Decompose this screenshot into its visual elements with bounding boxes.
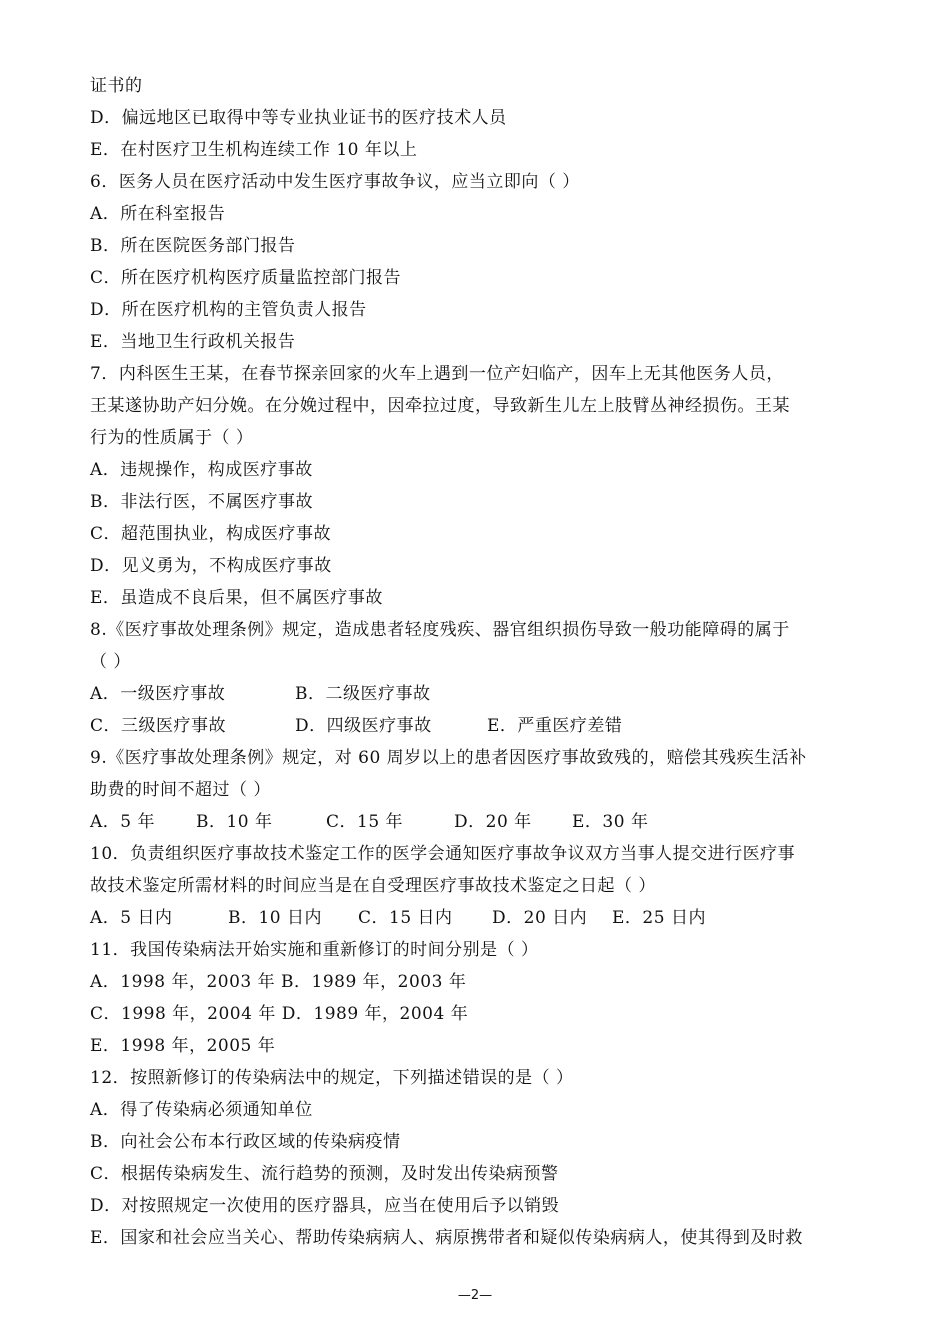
option-d: D．四级医疗事故 xyxy=(295,716,432,736)
options-row xyxy=(90,806,870,838)
option-a: A．5 日内 xyxy=(90,908,173,928)
question-6: 6．医务人员在医疗活动中发生医疗事故争议，应当立即向（ ） xyxy=(90,172,580,192)
option-a: A．违规操作，构成医疗事故 xyxy=(90,460,313,480)
option-a: A．一级医疗事故 xyxy=(90,684,226,704)
option-e: E．在村医疗卫生机构连续工作 10 年以上 xyxy=(90,140,418,160)
question-7: 7．内科医生王某，在春节探亲回家的火车上遇到一位产妇临产，因车上无其他医务人员， xyxy=(90,364,784,384)
question-8-cont: （ ） xyxy=(90,652,131,672)
option-e: E．1998 年，2005 年 xyxy=(90,1036,276,1056)
option-e: E．当地卫生行政机关报告 xyxy=(90,332,296,352)
option-e: E．25 日内 xyxy=(612,908,706,928)
option-b: B．10 日内 xyxy=(228,908,323,928)
options-row xyxy=(90,902,870,934)
option-b: B．二级医疗事故 xyxy=(295,684,431,704)
question-10: 10．负责组织医疗事故技术鉴定工作的医学会通知医疗事故争议双方当事人提交进行医疗事 xyxy=(90,844,796,864)
option-e: E．国家和社会应当关心、帮助传染病病人、病原携带者和疑似传染病病人，使其得到及时救 xyxy=(90,1228,803,1248)
question-7-cont: 王某遂协助产妇分娩。在分娩过程中，因牵拉过度，导致新生儿左上肢臂丛神经损伤。王某 xyxy=(90,396,790,416)
option-d: D．见义勇为，不构成医疗事故 xyxy=(90,556,332,576)
option-a: A．5 年 xyxy=(90,812,155,832)
option-c: C．所在医疗机构医疗质量监控部门报告 xyxy=(90,268,402,288)
option-e: E．严重医疗差错 xyxy=(487,716,623,736)
option-b: B．10 年 xyxy=(196,812,273,832)
option-a: A．所在科室报告 xyxy=(90,204,226,224)
page-number: —2— xyxy=(457,1288,493,1303)
option-c: C．15 年 xyxy=(326,812,404,832)
option-a: A．得了传染病必须通知单位 xyxy=(90,1100,313,1120)
option-c: C．15 日内 xyxy=(358,908,453,928)
option-d: D．对按照规定一次使用的医疗器具，应当在使用后予以销毁 xyxy=(90,1196,560,1216)
question-9: 9.《医疗事故处理条例》规定，对 60 周岁以上的患者因医疗事故致残的，赔偿其残疾生活补 xyxy=(90,748,807,768)
option-e: E．30 年 xyxy=(572,812,649,832)
question-9-cont: 助费的时间不超过（ ） xyxy=(90,780,271,800)
option-b: B．向社会公布本行政区域的传染病疫情 xyxy=(90,1132,401,1152)
options-row xyxy=(90,710,870,742)
option-c: C．三级医疗事故 xyxy=(90,716,227,736)
option-d: D．所在医疗机构的主管负责人报告 xyxy=(90,300,367,320)
question-7-cont: 行为的性质属于（ ） xyxy=(90,428,254,448)
question-10-cont: 故技术鉴定所需材料的时间应当是在自受理医疗事故技术鉴定之日起（ ） xyxy=(90,876,656,896)
question-11: 11．我国传染病法开始实施和重新修订的时间分别是（ ） xyxy=(90,940,539,960)
option-c: C．根据传染病发生、流行趋势的预测，及时发出传染病预警 xyxy=(90,1164,559,1184)
question-8: 8.《医疗事故处理条例》规定，造成患者轻度残疾、器官组织损伤导致一般功能障碍的属于 xyxy=(90,620,790,640)
option-c: C．超范围执业，构成医疗事故 xyxy=(90,524,332,544)
option-d: D．20 年 xyxy=(454,812,532,832)
options-row: C．1998 年，2004 年 D．1989 年，2004 年 xyxy=(90,1004,469,1024)
option-d: D．偏远地区已取得中等专业执业证书的医疗技术人员 xyxy=(90,108,507,128)
options-row: A．1998 年，2003 年 B．1989 年，2003 年 xyxy=(90,972,467,992)
option-b: B．非法行医，不属医疗事故 xyxy=(90,492,313,512)
option-e: E．虽造成不良后果，但不属医疗事故 xyxy=(90,588,383,608)
option-b: B．所在医院医务部门报告 xyxy=(90,236,296,256)
question-12: 12．按照新修订的传染病法中的规定，下列描述错误的是（ ） xyxy=(90,1068,574,1088)
document-body xyxy=(90,70,870,1254)
options-row xyxy=(90,678,870,710)
text-line: 证书的 xyxy=(90,76,143,96)
option-d: D．20 日内 xyxy=(492,908,588,928)
